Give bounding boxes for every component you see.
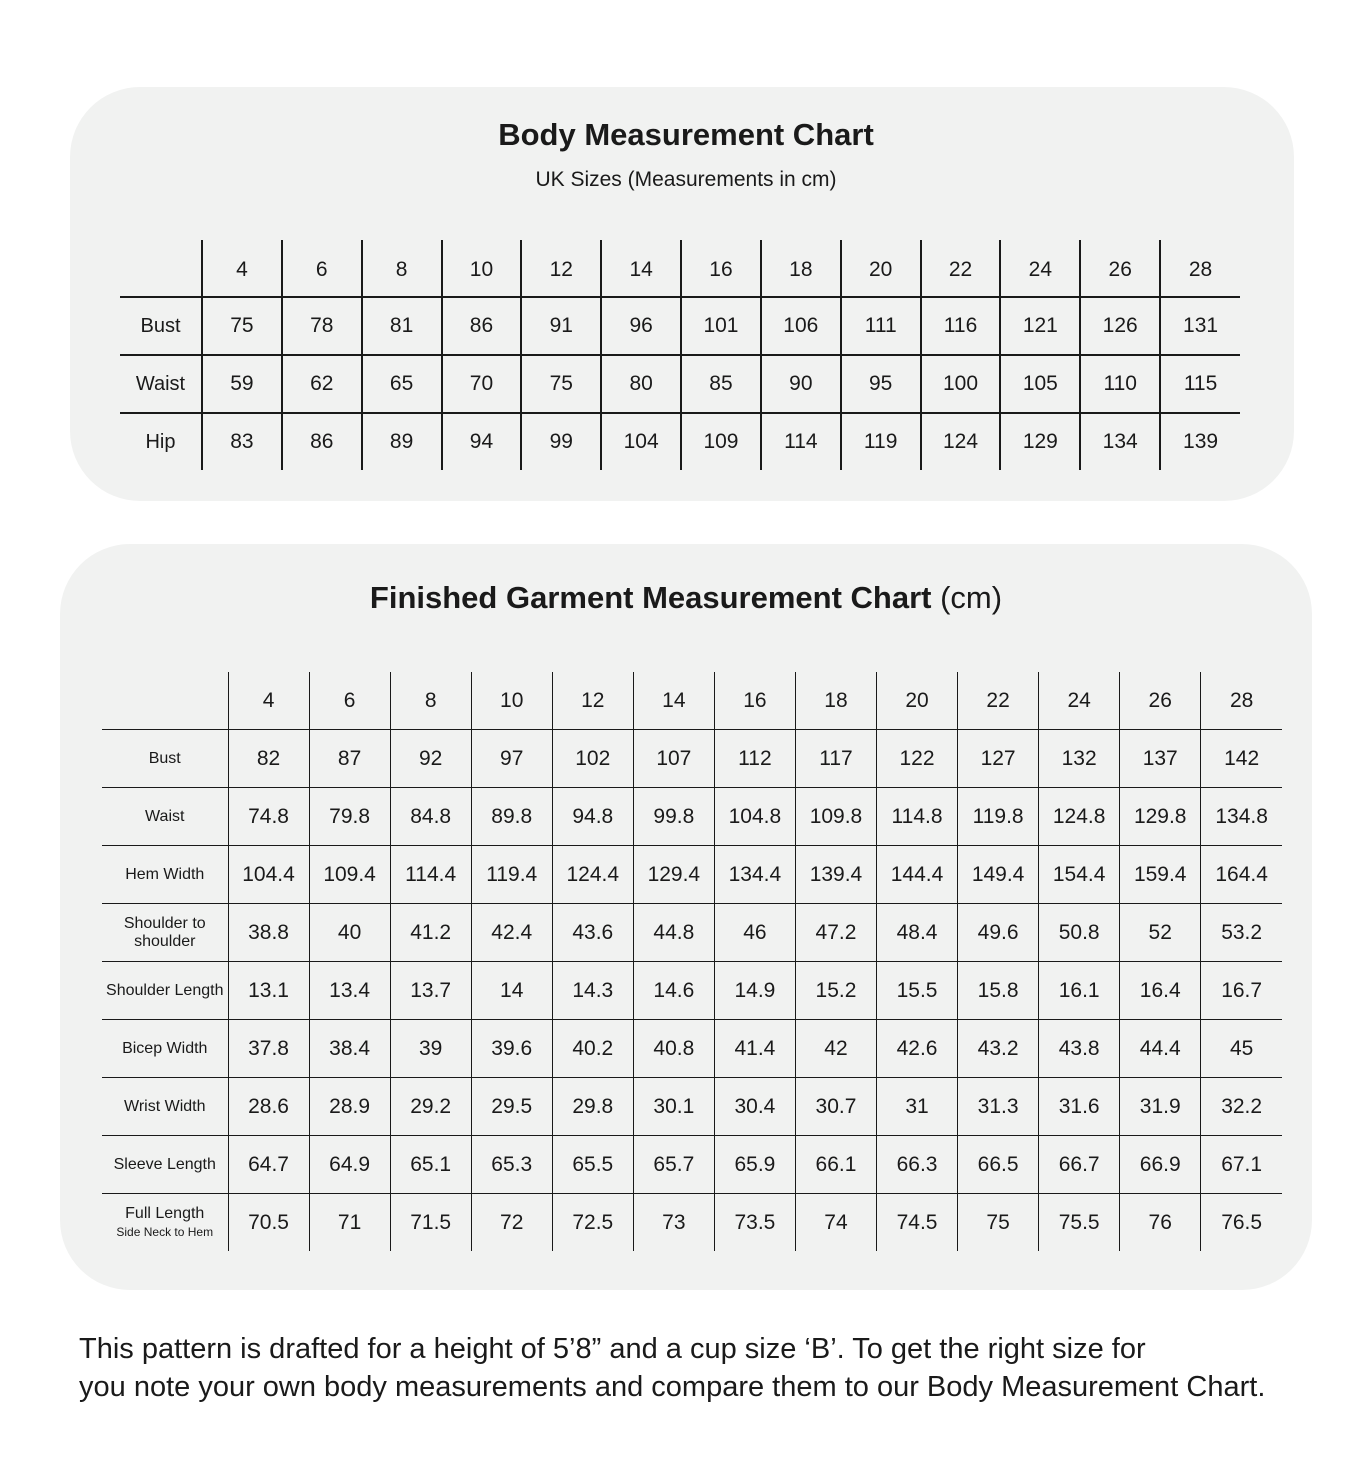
garment-chart-value-cell: 42.4 xyxy=(471,904,552,962)
garment-chart-value-cell: 13.7 xyxy=(390,962,471,1020)
garment-chart-value-cell: 102 xyxy=(552,730,633,788)
garment-chart-row xyxy=(102,846,1282,904)
garment-chart-value-cell: 65.5 xyxy=(552,1136,633,1194)
garment-chart-row xyxy=(102,788,1282,846)
garment-chart-value-cell: 117 xyxy=(795,730,876,788)
garment-chart-value-cell: 64.9 xyxy=(309,1136,390,1194)
garment-chart-value-cell: 30.4 xyxy=(714,1078,795,1136)
body-chart-value-cell: 95 xyxy=(841,355,921,413)
garment-chart-value-cell: 13.4 xyxy=(309,962,390,1020)
garment-chart-value-cell: 119.8 xyxy=(958,788,1039,846)
garment-chart-row xyxy=(102,904,1282,962)
body-chart-size-header: 20 xyxy=(841,240,921,297)
garment-chart-value-cell: 127 xyxy=(958,730,1039,788)
garment-chart-row-label xyxy=(102,788,228,846)
garment-chart-value-cell: 39.6 xyxy=(471,1020,552,1078)
garment-chart-value-cell: 15.5 xyxy=(877,962,958,1020)
garment-chart-size-header: 18 xyxy=(795,672,876,730)
garment-chart-value-cell: 43.6 xyxy=(552,904,633,962)
body-chart-size-header: 12 xyxy=(521,240,601,297)
garment-chart-value-cell: 129.8 xyxy=(1120,788,1201,846)
body-chart-value-cell: 78 xyxy=(282,297,362,355)
garment-chart-value-cell: 38.8 xyxy=(228,904,309,962)
garment-chart-value-cell: 14 xyxy=(471,962,552,1020)
body-chart-size-header: 4 xyxy=(202,240,282,297)
body-chart-value-cell: 81 xyxy=(362,297,442,355)
body-chart-value-cell: 126 xyxy=(1080,297,1160,355)
garment-chart-row xyxy=(102,1078,1282,1136)
body-chart-value-cell: 96 xyxy=(601,297,681,355)
garment-chart-value-cell: 72 xyxy=(471,1194,552,1252)
garment-chart-row-label xyxy=(102,1136,228,1194)
garment-chart-row-label-text: Bicep Width xyxy=(122,1039,208,1057)
garment-chart-row-label xyxy=(102,1078,228,1136)
garment-chart-value-cell: 31.3 xyxy=(958,1078,1039,1136)
garment-chart-value-cell: 144.4 xyxy=(877,846,958,904)
garment-chart-value-cell: 84.8 xyxy=(390,788,471,846)
body-chart-value-cell: 129 xyxy=(1000,413,1080,470)
body-chart-value-cell: 100 xyxy=(921,355,1001,413)
garment-chart-value-cell: 32.2 xyxy=(1201,1078,1282,1136)
body-chart-value-cell: 101 xyxy=(681,297,761,355)
garment-chart-value-cell: 124.4 xyxy=(552,846,633,904)
garment-chart-title-unit: (cm) xyxy=(940,580,1003,615)
body-chart-size-header: 28 xyxy=(1160,240,1240,297)
body-chart-value-cell: 99 xyxy=(521,413,601,470)
body-chart-value-cell: 114 xyxy=(761,413,841,470)
garment-chart-value-cell: 42.6 xyxy=(877,1020,958,1078)
garment-chart-value-cell: 28.6 xyxy=(228,1078,309,1136)
garment-chart-value-cell: 139.4 xyxy=(795,846,876,904)
garment-chart-value-cell: 114.8 xyxy=(877,788,958,846)
body-chart-value-cell: 75 xyxy=(202,297,282,355)
garment-chart-value-cell: 74 xyxy=(795,1194,876,1252)
garment-chart-value-cell: 142 xyxy=(1201,730,1282,788)
garment-chart-value-cell: 15.2 xyxy=(795,962,876,1020)
body-chart-value-cell: 94 xyxy=(442,413,522,470)
garment-chart-value-cell: 71 xyxy=(309,1194,390,1252)
body-chart-size-header: 10 xyxy=(442,240,522,297)
body-chart-row-label xyxy=(120,297,202,355)
garment-chart-value-cell: 76.5 xyxy=(1201,1194,1282,1252)
garment-chart-value-cell: 164.4 xyxy=(1201,846,1282,904)
garment-chart-size-header: 12 xyxy=(552,672,633,730)
garment-chart-size-header: 10 xyxy=(471,672,552,730)
garment-chart-value-cell: 65.9 xyxy=(714,1136,795,1194)
body-chart-value-cell: 121 xyxy=(1000,297,1080,355)
body-chart-value-cell: 116 xyxy=(921,297,1001,355)
garment-chart-value-cell: 129.4 xyxy=(633,846,714,904)
garment-chart-value-cell: 65.1 xyxy=(390,1136,471,1194)
garment-chart-value-cell: 39 xyxy=(390,1020,471,1078)
body-chart-value-cell: 139 xyxy=(1160,413,1240,470)
body-chart-value-cell: 89 xyxy=(362,413,442,470)
body-chart-value-cell: 131 xyxy=(1160,297,1240,355)
garment-chart-corner-cell xyxy=(102,672,228,730)
garment-chart-size-header: 8 xyxy=(390,672,471,730)
body-chart-value-cell: 83 xyxy=(202,413,282,470)
garment-chart-value-cell: 42 xyxy=(795,1020,876,1078)
body-chart-size-header: 18 xyxy=(761,240,841,297)
garment-chart-value-cell: 52 xyxy=(1120,904,1201,962)
garment-measurement-table xyxy=(102,672,1282,1251)
body-chart-value-cell: 75 xyxy=(521,355,601,413)
body-chart-value-cell: 91 xyxy=(521,297,601,355)
body-chart-corner-cell xyxy=(120,240,202,297)
garment-chart-row-label xyxy=(102,846,228,904)
garment-chart-value-cell: 75.5 xyxy=(1039,1194,1120,1252)
body-chart-row xyxy=(120,355,1240,413)
garment-chart-value-cell: 31.9 xyxy=(1120,1078,1201,1136)
garment-chart-value-cell: 66.3 xyxy=(877,1136,958,1194)
garment-chart-value-cell: 74.5 xyxy=(877,1194,958,1252)
garment-chart-value-cell: 13.1 xyxy=(228,962,309,1020)
garment-chart-value-cell: 72.5 xyxy=(552,1194,633,1252)
body-chart-row-label xyxy=(120,355,202,413)
body-measurement-table xyxy=(120,240,1240,470)
body-chart-value-cell: 115 xyxy=(1160,355,1240,413)
garment-chart-row-label xyxy=(102,904,228,962)
garment-chart-value-cell: 31.6 xyxy=(1039,1078,1120,1136)
garment-chart-value-cell: 41.4 xyxy=(714,1020,795,1078)
garment-chart-value-cell: 99.8 xyxy=(633,788,714,846)
sizing-note xyxy=(79,1330,1319,1406)
garment-chart-value-cell: 66.5 xyxy=(958,1136,1039,1194)
body-chart-value-cell: 62 xyxy=(282,355,362,413)
body-chart-value-cell: 85 xyxy=(681,355,761,413)
garment-chart-size-header: 4 xyxy=(228,672,309,730)
garment-chart-value-cell: 89.8 xyxy=(471,788,552,846)
garment-chart-size-header: 24 xyxy=(1039,672,1120,730)
body-chart-value-cell: 119 xyxy=(841,413,921,470)
body-chart-value-cell: 70 xyxy=(442,355,522,413)
garment-chart-value-cell: 45 xyxy=(1201,1020,1282,1078)
garment-chart-row xyxy=(102,1020,1282,1078)
garment-chart-row-label-text: Wrist Width xyxy=(124,1097,206,1115)
garment-chart-title xyxy=(0,580,1372,616)
garment-chart-value-cell: 40.8 xyxy=(633,1020,714,1078)
garment-chart-row-label-text: Full Length xyxy=(125,1204,205,1222)
garment-chart-value-cell: 73.5 xyxy=(714,1194,795,1252)
garment-chart-value-cell: 29.8 xyxy=(552,1078,633,1136)
garment-chart-value-cell: 134.4 xyxy=(714,846,795,904)
body-chart-value-cell: 59 xyxy=(202,355,282,413)
garment-chart-value-cell: 16.7 xyxy=(1201,962,1282,1020)
garment-chart-size-header: 16 xyxy=(714,672,795,730)
garment-chart-row xyxy=(102,962,1282,1020)
garment-chart-value-cell: 134.8 xyxy=(1201,788,1282,846)
garment-chart-value-cell: 112 xyxy=(714,730,795,788)
garment-chart-row xyxy=(102,1194,1282,1252)
body-chart-row xyxy=(120,297,1240,355)
garment-chart-value-cell: 76 xyxy=(1120,1194,1201,1252)
garment-chart-value-cell: 43.2 xyxy=(958,1020,1039,1078)
body-chart-value-cell: 105 xyxy=(1000,355,1080,413)
body-chart-size-header: 6 xyxy=(282,240,362,297)
garment-chart-value-cell: 122 xyxy=(877,730,958,788)
garment-chart-row xyxy=(102,1136,1282,1194)
garment-chart-size-header: 26 xyxy=(1120,672,1201,730)
garment-chart-value-cell: 30.1 xyxy=(633,1078,714,1136)
garment-chart-row-label xyxy=(102,1020,228,1078)
garment-chart-value-cell: 82 xyxy=(228,730,309,788)
garment-chart-row-label-text: Waist xyxy=(145,807,185,825)
garment-chart-size-header: 20 xyxy=(877,672,958,730)
garment-chart-value-cell: 14.6 xyxy=(633,962,714,1020)
garment-chart-row-sublabel: Side Neck to Hem xyxy=(116,1224,214,1239)
body-chart-value-cell: 134 xyxy=(1080,413,1160,470)
body-chart-subtitle: UK Sizes (Measurements in cm) xyxy=(535,168,837,191)
body-chart-size-header: 14 xyxy=(601,240,681,297)
garment-chart-value-cell: 124.8 xyxy=(1039,788,1120,846)
garment-chart-value-cell: 14.3 xyxy=(552,962,633,1020)
garment-chart-size-header: 28 xyxy=(1201,672,1282,730)
body-chart-row xyxy=(120,413,1240,470)
sizing-note-line-1: This pattern is drafted for a height of 5’8” and a cup size ‘B’. To get the right size for xyxy=(79,1333,1146,1365)
body-chart-value-cell: 90 xyxy=(761,355,841,413)
garment-chart-value-cell: 132 xyxy=(1039,730,1120,788)
garment-chart-value-cell: 73 xyxy=(633,1194,714,1252)
body-chart-value-cell: 80 xyxy=(601,355,681,413)
garment-chart-value-cell: 149.4 xyxy=(958,846,1039,904)
garment-chart-value-cell: 38.4 xyxy=(309,1020,390,1078)
garment-chart-value-cell: 40.2 xyxy=(552,1020,633,1078)
garment-chart-value-cell: 65.3 xyxy=(471,1136,552,1194)
body-chart-row-label-text: Hip xyxy=(145,430,176,453)
garment-chart-row-label-text: Shoulder to shoulder xyxy=(123,914,206,950)
body-chart-size-header: 24 xyxy=(1000,240,1080,297)
garment-chart-value-cell: 94.8 xyxy=(552,788,633,846)
garment-chart-row-label-text: Sleeve Length xyxy=(113,1155,216,1173)
body-chart-value-cell: 86 xyxy=(282,413,362,470)
garment-chart-value-cell: 43.8 xyxy=(1039,1020,1120,1078)
garment-chart-value-cell: 66.9 xyxy=(1120,1136,1201,1194)
garment-chart-value-cell: 66.7 xyxy=(1039,1136,1120,1194)
garment-chart-row-label xyxy=(102,962,228,1020)
garment-chart-value-cell: 104.4 xyxy=(228,846,309,904)
garment-chart-value-cell: 70.5 xyxy=(228,1194,309,1252)
body-chart-value-cell: 124 xyxy=(921,413,1001,470)
garment-chart-row-label-text: Hem Width xyxy=(125,865,205,883)
garment-chart-value-cell: 109.4 xyxy=(309,846,390,904)
body-chart-value-cell: 106 xyxy=(761,297,841,355)
garment-chart-header-row xyxy=(102,672,1282,730)
garment-chart-value-cell: 44.4 xyxy=(1120,1020,1201,1078)
garment-chart-row-label-text: Bust xyxy=(148,749,181,767)
body-chart-size-header: 26 xyxy=(1080,240,1160,297)
garment-chart-size-header: 14 xyxy=(633,672,714,730)
garment-chart-value-cell: 64.7 xyxy=(228,1136,309,1194)
sizing-note-line-2: you note your own body measurements and compare them to our Body Measurement Chart. xyxy=(79,1371,1266,1403)
garment-chart-value-cell: 65.7 xyxy=(633,1136,714,1194)
garment-chart-value-cell: 53.2 xyxy=(1201,904,1282,962)
garment-chart-row-label xyxy=(102,1194,228,1252)
body-chart-row-label xyxy=(120,413,202,470)
garment-chart-row xyxy=(102,730,1282,788)
garment-chart-value-cell: 87 xyxy=(309,730,390,788)
garment-chart-value-cell: 79.8 xyxy=(309,788,390,846)
garment-chart-value-cell: 67.1 xyxy=(1201,1136,1282,1194)
garment-chart-value-cell: 107 xyxy=(633,730,714,788)
garment-chart-value-cell: 15.8 xyxy=(958,962,1039,1020)
garment-chart-value-cell: 16.1 xyxy=(1039,962,1120,1020)
garment-chart-value-cell: 46 xyxy=(714,904,795,962)
garment-chart-value-cell: 48.4 xyxy=(877,904,958,962)
garment-chart-value-cell: 40 xyxy=(309,904,390,962)
body-chart-value-cell: 109 xyxy=(681,413,761,470)
garment-chart-value-cell: 50.8 xyxy=(1039,904,1120,962)
garment-chart-value-cell: 14.9 xyxy=(714,962,795,1020)
body-chart-title: Body Measurement Chart xyxy=(498,117,874,152)
body-chart-value-cell: 104 xyxy=(601,413,681,470)
garment-chart-value-cell: 97 xyxy=(471,730,552,788)
garment-chart-value-cell: 109.8 xyxy=(795,788,876,846)
body-chart-header-row xyxy=(120,240,1240,297)
garment-chart-value-cell: 71.5 xyxy=(390,1194,471,1252)
garment-chart-value-cell: 75 xyxy=(958,1194,1039,1252)
garment-chart-value-cell: 154.4 xyxy=(1039,846,1120,904)
body-chart-size-header: 22 xyxy=(921,240,1001,297)
garment-chart-value-cell: 16.4 xyxy=(1120,962,1201,1020)
garment-chart-value-cell: 49.6 xyxy=(958,904,1039,962)
garment-chart-title-text: Finished Garment Measurement Chart xyxy=(369,580,932,615)
garment-chart-value-cell: 31 xyxy=(877,1078,958,1136)
garment-chart-value-cell: 114.4 xyxy=(390,846,471,904)
body-chart-value-cell: 65 xyxy=(362,355,442,413)
garment-chart-value-cell: 159.4 xyxy=(1120,846,1201,904)
garment-chart-value-cell: 28.9 xyxy=(309,1078,390,1136)
garment-chart-value-cell: 29.2 xyxy=(390,1078,471,1136)
garment-chart-value-cell: 44.8 xyxy=(633,904,714,962)
garment-chart-value-cell: 104.8 xyxy=(714,788,795,846)
garment-chart-row-label xyxy=(102,730,228,788)
garment-chart-value-cell: 37.8 xyxy=(228,1020,309,1078)
garment-chart-value-cell: 66.1 xyxy=(795,1136,876,1194)
garment-chart-size-header: 22 xyxy=(958,672,1039,730)
garment-chart-value-cell: 30.7 xyxy=(795,1078,876,1136)
body-chart-size-header: 8 xyxy=(362,240,442,297)
body-chart-row-label-text: Bust xyxy=(140,314,181,337)
garment-chart-value-cell: 41.2 xyxy=(390,904,471,962)
body-chart-row-label-text: Waist xyxy=(135,372,186,395)
garment-chart-size-header: 6 xyxy=(309,672,390,730)
garment-chart-value-cell: 47.2 xyxy=(795,904,876,962)
garment-chart-value-cell: 137 xyxy=(1120,730,1201,788)
garment-chart-row-label-text: Shoulder Length xyxy=(106,981,224,999)
body-chart-size-header: 16 xyxy=(681,240,761,297)
body-chart-value-cell: 110 xyxy=(1080,355,1160,413)
garment-chart-value-cell: 119.4 xyxy=(471,846,552,904)
garment-chart-value-cell: 29.5 xyxy=(471,1078,552,1136)
garment-chart-value-cell: 74.8 xyxy=(228,788,309,846)
body-chart-value-cell: 86 xyxy=(442,297,522,355)
garment-chart-value-cell: 92 xyxy=(390,730,471,788)
body-chart-value-cell: 111 xyxy=(841,297,921,355)
